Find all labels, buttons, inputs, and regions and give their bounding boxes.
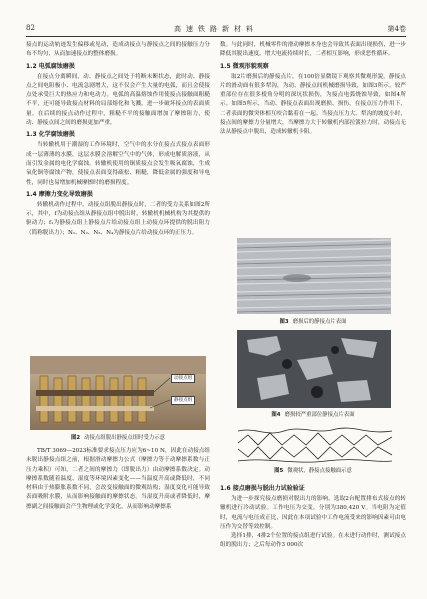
section-heading: 1.2 电弧腐蚀磨损	[26, 62, 75, 70]
page-number: 82	[26, 24, 35, 32]
running-header	[26, 24, 406, 36]
journal-title: 高速铁路新材料	[174, 25, 258, 33]
figure-3-caption: 图3 磨损后的静接点片表面	[279, 319, 347, 325]
section-heading: 1.6 接点磨损与脱出力试验验证	[220, 485, 305, 492]
paragraph: 选择1排，4排2个位置的接点组进行试验。在未进行动作时，测试接点组的脱出力；之后每动作3 000次	[220, 533, 406, 549]
header-rule	[26, 36, 406, 37]
static-contact-group-label: 静接点组	[171, 396, 195, 405]
paragraph: 当转辙机用于潮湿的工作环境时，空气中的水分在接点式接点表面形成一层薄薄的水膜，这层水膜会溶解空气中的气体，形成电解质溶液，从而引发金属的电化学腐蚀。转辙机使用的铜质接点会发生吸氧腐蚀，生成氧化铜等腐蚀产物，使接点表面变得疏松、粗糙，降低金属的强度和导电性，同时也易增加机械摩擦时的磨损程度。	[26, 142, 210, 186]
paragraph: 在接点分离瞬间，动、静接点之间处于将断未断状态，此时动、静接点之间电阻极小、电流急剧增大，这不仅会产生大量的电弧，而且会使接点处承受巨大的热应力和电动力。电弧的高温熔蚀作用使接点接触面粗糙不平，还可能导致接点材料的局部熔化和飞溅，进一步破坏接点的表面质量。在后续的接点动作过程中，粗糙不平的接触面增加了摩擦阻力，使动、静接点间之间的磨损更加严重。	[26, 73, 210, 127]
right-column-bottom	[220, 482, 406, 551]
figure-4-caption: 图4 磨损较严重部位静接点片表面	[271, 412, 355, 418]
paragraph: TB/T 3069—2023标准要求接点压力应为6~10 N，因此在动接点组未脱出静接点组之前，根据滑动摩擦力公式（摩擦力等于动摩擦系数与正压力乘积）可知，二者之间的摩擦力（即脱出力）由动摩擦系数决定。动摩擦系数随着温度、湿度等环境因素变化——当温度升高或降低时，不同材料由于热膨胀系数不同，会改变接触面的微观结构；湿度变化可能导致表面吸附水膜，从而影响接触面的摩擦状态。当湿度升高或者降低时，摩擦副之间接触面会产生物理或化学变化，从而影响动摩擦系	[26, 448, 210, 510]
section-heading: 1.3 化学腐蚀磨损	[26, 131, 75, 139]
figure-3-micrograph	[237, 238, 391, 314]
figure-2-photo	[30, 356, 206, 430]
paragraph: 转辙机动作过程中，动接点组脱出静接点时，二者的受力关系如图2所示，其中，f为动接点组从静接点组中脱出时，转辙机机械机构为其提供的驱动力；f₁为静接点组上静接点片给动接点组上动接点环提供的脱出阻力（简称脱出力）；N₁、N₂、N₃、N₄为静接点片给动接点环的正压力。	[26, 201, 210, 236]
paragraph: 接点的运动轨迹发生偏移或见动，造成动接点与静接点之间的接触压力分布不均匀，从而加速接点的整体磨损。	[26, 42, 210, 58]
section-heading: 1.4 摩擦力变化导致磨损	[26, 190, 93, 198]
moving-contact-group-label: 动接点组	[171, 374, 195, 383]
section-heading: 1.5 微观形貌观察	[220, 62, 269, 70]
left-column-bottom	[26, 447, 210, 512]
volume-label: 第4卷	[387, 25, 406, 33]
right-column-top	[220, 41, 406, 138]
figure-4-micrograph	[237, 330, 391, 408]
figure-5-caption: 图5 微观状，静接点接触面示意	[274, 468, 352, 474]
left-column	[26, 41, 210, 238]
figure-5-schematic	[236, 423, 394, 465]
paragraph: 为进一步探究接点磨损对脱出力的影响，选取2台配置排布式接点的转辙机进行冷动试验。工作电压为交变，分别为380,420 V。当电阻为定值时，电流与电压成正比，因此在本项试验中工作电流受来的影响因素可由电压作为交替等效控制。	[220, 496, 406, 530]
paragraph: 取2片磨损后的静接点片，在100倍显微镜下观察其微观形貌。静接点片的滑动面有很多犁沟，为动、静接点间机械磨损导致，如图3所示。较严重部位存在很多棱角分明的深坑状损伤，为接点电弧烧蚀导致，如图4所示。如图5所示，当动、静接点表面出现磨损、损伤，在接点压力作用下，二者表面的微突体相互咬合黏着在一起。当接点压力大、犁沟的坡度小时，接点间的摩擦力分量增大，当摩擦力大于转辙机内部拉簧拉力时，动接点无法从静接点中脱出，造成转辙机卡阻。	[220, 73, 406, 136]
paragraph: 数。与此同时，机械零件的滑动摩擦本身也会导致其表面出现损伤，进一步降低其脱出速度，增大电流持续时长，二者相互影响，形成恶性循环。	[220, 42, 406, 58]
figure-2-caption: 图2 动接点组脱出静接点组时受力示意	[70, 435, 166, 441]
